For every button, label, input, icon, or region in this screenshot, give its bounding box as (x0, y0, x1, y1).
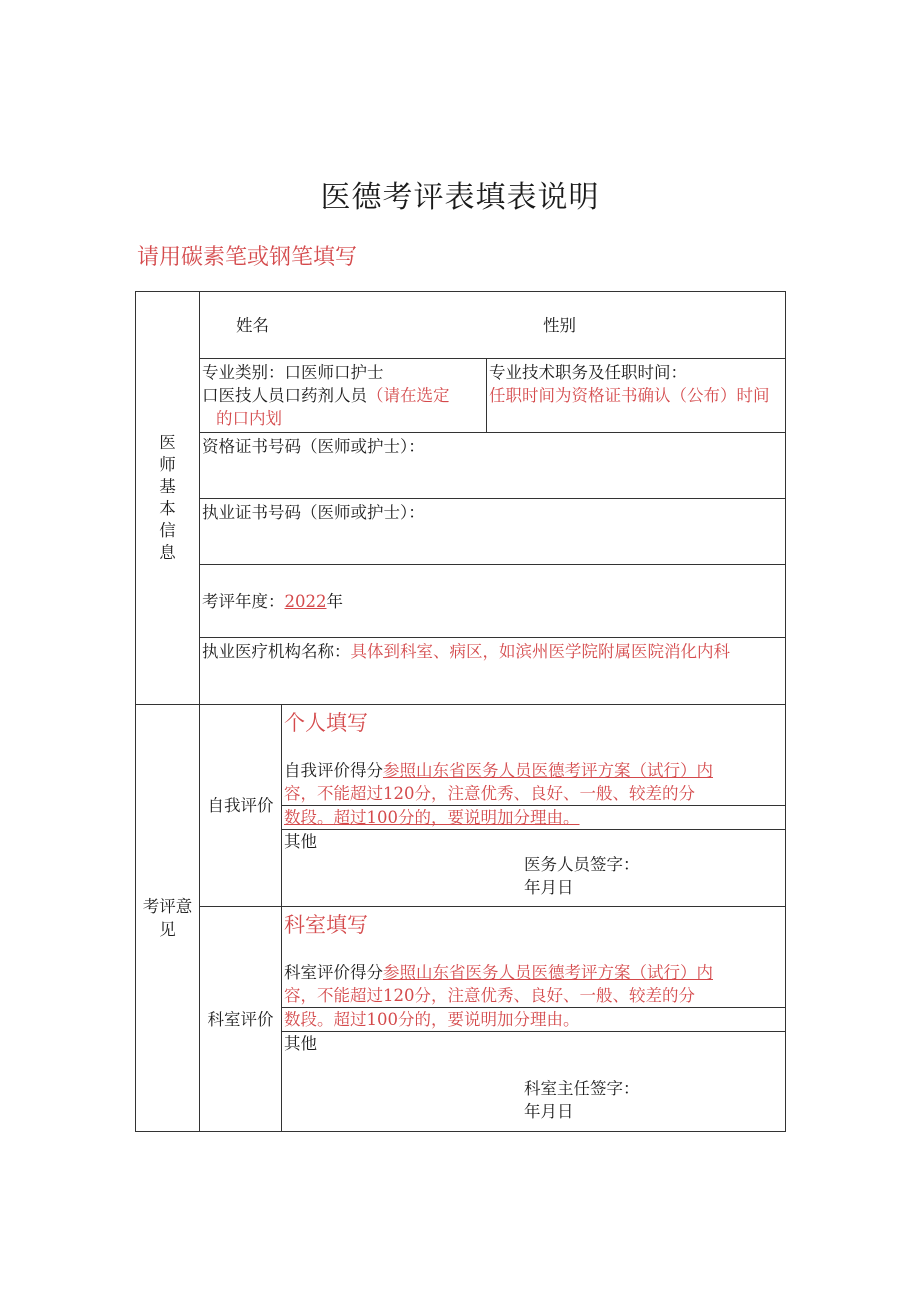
dept-eval-label-cell (200, 907, 282, 1132)
self-eval-heading: 个人填写 (284, 711, 368, 735)
dept-score-note-3: 数段。超过100分的，要说明加分理由。 (284, 1010, 580, 1029)
dept-signature-label: 科室主任签字： (524, 1079, 640, 1098)
sex-label: 性别 (543, 316, 576, 335)
dept-eval-cell (282, 907, 786, 1132)
evaluation-form-table (135, 291, 786, 1132)
title-cell (487, 359, 786, 433)
license-cell (200, 499, 786, 565)
dept-eval-heading: 科室填写 (284, 913, 368, 937)
evaluation-section-label-cell (136, 705, 200, 1132)
year-value: 2022 (284, 591, 327, 611)
institution-note: 具体到科室、病区，如滨州医学院附属医院消化内科 (350, 642, 730, 661)
year-suffix: 年 (326, 591, 343, 611)
basic-info-section-label-cell (136, 292, 200, 705)
self-score-note-3: 数段。超过100分的，要说明加分理由。 (284, 808, 580, 827)
self-eval-label: 自我评价 (207, 796, 274, 815)
page-title: 医德考评表填表说明 (320, 180, 600, 215)
institution-label: 执业医疗机构名称： (202, 642, 351, 661)
name-label: 姓名 (236, 316, 269, 335)
evaluation-section-label: 考评意见 (142, 897, 193, 939)
institution-cell (200, 638, 786, 705)
qualification-label: 资格证书号码（医师或护士）： (202, 437, 425, 456)
category-cell (200, 359, 487, 433)
self-score-note-2: 容，不能超过120分，注意优秀、良好、一般、较差的分 (284, 784, 695, 803)
self-score-note-1: 参照山东省医务人员医德考评方案（试行）内 (383, 761, 713, 780)
dept-score-label: 科室评价得分 (284, 963, 383, 982)
title-note: 任职时间为资格证书确认（公布）时间 (489, 386, 770, 405)
dept-other-label: 其他 (284, 1034, 317, 1053)
self-signature-label: 医务人员签字： (524, 855, 640, 874)
self-date-label: 年月日 (524, 878, 574, 897)
qualification-cell (200, 433, 786, 499)
basic-info-section-label: 医师基本信息 (159, 433, 176, 562)
year-cell (200, 565, 786, 638)
dept-eval-label: 科室评价 (207, 1009, 274, 1029)
self-eval-cell (282, 705, 786, 907)
license-label: 执业证书号码（医师或护士）： (202, 503, 425, 522)
year-label: 考评年度： (202, 591, 285, 611)
self-score-label: 自我评价得分 (284, 761, 383, 780)
title-label: 专业技术职务及任职时间： (489, 363, 687, 382)
instruction-text: 请用碳素笔或钢笔填写 (137, 245, 358, 270)
dept-score-note-2: 容，不能超过120分，注意优秀、良好、一般、较差的分 (284, 986, 695, 1005)
self-other-label: 其他 (284, 832, 317, 851)
dept-date-label: 年月日 (524, 1102, 574, 1121)
category-note-b: 的口内划 (216, 409, 282, 428)
category-line1: 专业类别：口医师口护士 (202, 363, 384, 382)
self-eval-label-cell (200, 705, 282, 907)
category-line2: 口医技人员口药剂人员 (202, 386, 367, 405)
category-note-a: （请在选定 (367, 386, 450, 405)
dept-score-note-1: 参照山东省医务人员医德考评方案（试行）内 (383, 963, 713, 982)
